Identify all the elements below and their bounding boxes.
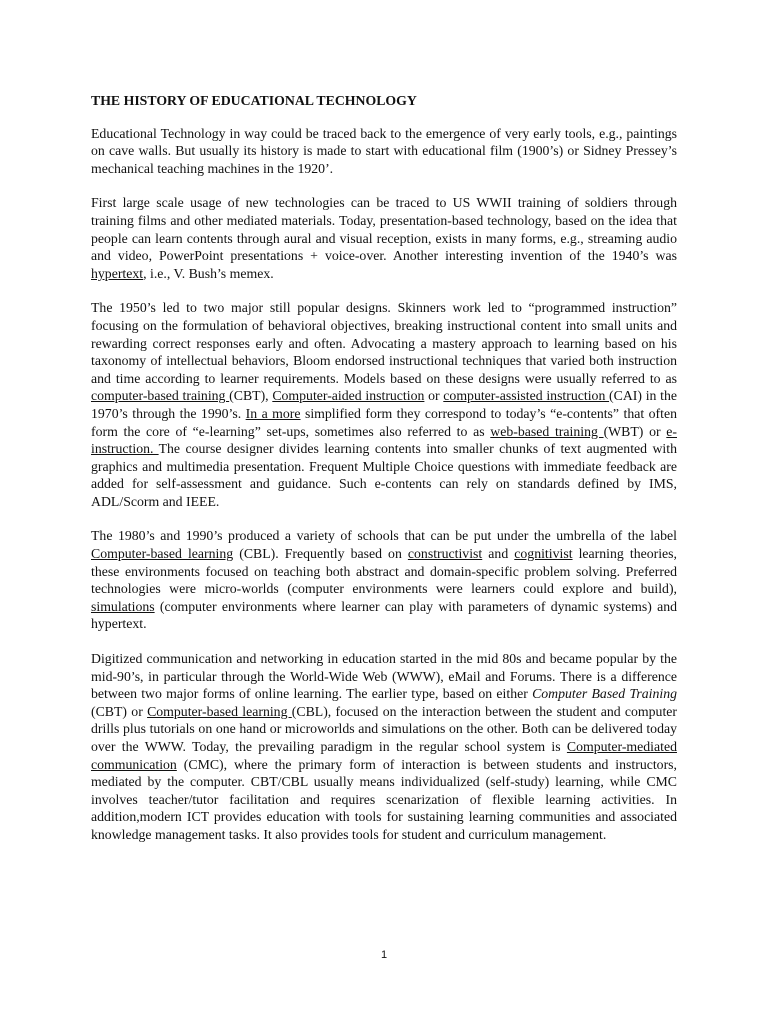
link-e-instruction[interactable]: e-instruction. — [91, 423, 677, 457]
link-computer-based-learning[interactable]: Computer-based learning — [91, 546, 234, 562]
paragraph-1-text: Educational Technology in way could be traced back to the emergence of very early tools, e.g., paintings on cave walls. But usually its history is made to start with educational film (1900’s) or Sidney Pressey’s mechanical teaching machines in the 1920’. — [91, 125, 677, 176]
paragraph-2-text-b: , i.e., V. Bush’s memex. — [143, 265, 274, 281]
paragraph-3-text-d: (CAI) in the 1970’s through the 1990’s. — [91, 388, 677, 421]
paragraph-3 — [91, 299, 677, 510]
link-computer-assisted-instruction[interactable]: computer-assisted instruction — [443, 388, 610, 404]
link-computer-mediated-communication[interactable]: Computer-mediated communication — [91, 739, 677, 772]
link-hypertext[interactable]: hypertext — [91, 265, 144, 281]
link-computer-aided-instruction[interactable]: Computer-aided instruction — [272, 388, 425, 404]
link-computer-based-training[interactable]: computer-based training — [91, 388, 230, 404]
paragraph-3-text-e: simplified form they correspond to today’s “e-contents” that often form the core of “e-learning” set-ups, sometimes also referred to as — [91, 405, 677, 439]
italic-computer-based-training: Computer Based Training — [532, 686, 677, 702]
link-simulations[interactable]: simulations — [91, 598, 155, 614]
paragraph-4-text-e: (computer environments where learner can play with parameters of dynamic systems) and hypertext. — [91, 598, 677, 632]
paragraph-5-text-a: Digitized communication and networking in education started in the mid 80s and became popular by the mid-90’s, in particular through the World-Wide Web (WWW), eMail and Forums. There is a difference between two major forms of online learning. The earlier type, based on either — [91, 651, 677, 702]
paragraph-5-text-c: (CBL), focused on the interaction between the student and computer drills plus tutorials on one hand or microworlds and simulations on the other. Both can be delivered today over the WWW. Today, the prevailing paradigm in the regular school system is — [91, 703, 678, 754]
paragraph-3-text-f: (WBT) or — [603, 423, 667, 439]
paragraph-3-text-b: (CBT), — [229, 388, 273, 404]
paragraph-2-text-a: First large scale usage of new technologies can be traced to US WWII training of soldiers through training films and other mediated materials. Today, presentation-based technology, based on the idea that people can learn contents through aural and visual reception, exists in many forms, e.g., streaming audio and video, PowerPoint presentations + voice-over. Another interesting invention of the 1940’s was — [91, 195, 677, 264]
paragraph-2 — [91, 194, 677, 282]
paragraph-5-text-b: (CBT) or — [91, 703, 148, 719]
paragraph-4-text-c: and — [482, 546, 515, 562]
link-web-based-training[interactable]: web-based training — [490, 423, 604, 439]
link-constructivist[interactable]: constructivist — [407, 546, 483, 562]
link-computer-based-learning-2[interactable]: Computer-based learning — [147, 703, 292, 719]
paragraph-4-text-a: The 1980’s and 1990’s produced a variety of schools that can be put under the umbrella of the label — [91, 528, 677, 544]
paragraph-5-text-d: (CMC), where the primary form of interaction is between students and instructors, mediated by the computer. CBT/CBL usually means individualized (self-study) learning, while CMC involves teacher/tutor facilitation and requires scenarization of flexible learning activities. In addition,modern ICT provides education with tools for sustaining learning communities and associated knowledge management tasks. It also provides tools for student and curriculum management. — [91, 756, 677, 842]
paragraph-3-text-g: The course designer divides learning contents into smaller chunks of text augmented with graphics and multimedia presentation. Frequent Multiple Choice questions with immediate feedback are added for self-assessment and guidance. Such e-contents can rely on standards defined by IMS, ADL/Scorm and IEEE. — [91, 441, 677, 509]
paragraph-5 — [91, 650, 677, 844]
paragraph-4-text-d: learning theories, these environments focused on teaching both abstract and domain-specific problem solving. Preferred technologies were micro-worlds (computer environments were learners could explore and build), — [91, 546, 677, 597]
paragraph-3-text-a: The 1950’s led to two major still popular designs. Skinners work led to “programmed instruction” focusing on the formulation of behavioral objectives, breaking instructional content into small units and rewarding correct responses early and often. Advocating a mastery approach to learning based on his taxonomy of intellectual behaviors, Bloom endorsed instructional techniques that varied both instruction and time according to learner requirements. Models based on these designs were usually referred to as — [91, 300, 677, 386]
paragraph-4-text-b: (CBL). Frequently based on — [233, 546, 408, 562]
link-cognitivist[interactable]: cognitivist — [514, 546, 573, 562]
page-number: 1 — [380, 949, 388, 961]
paragraph-3-text-c: or — [424, 388, 444, 404]
paragraph-4 — [91, 527, 677, 633]
link-in-a-more[interactable]: In a more — [245, 405, 301, 421]
document-body — [91, 92, 677, 861]
paragraph-1 — [91, 125, 677, 178]
document-title: THE HISTORY OF EDUCATIONAL TECHNOLOGY — [91, 93, 417, 108]
